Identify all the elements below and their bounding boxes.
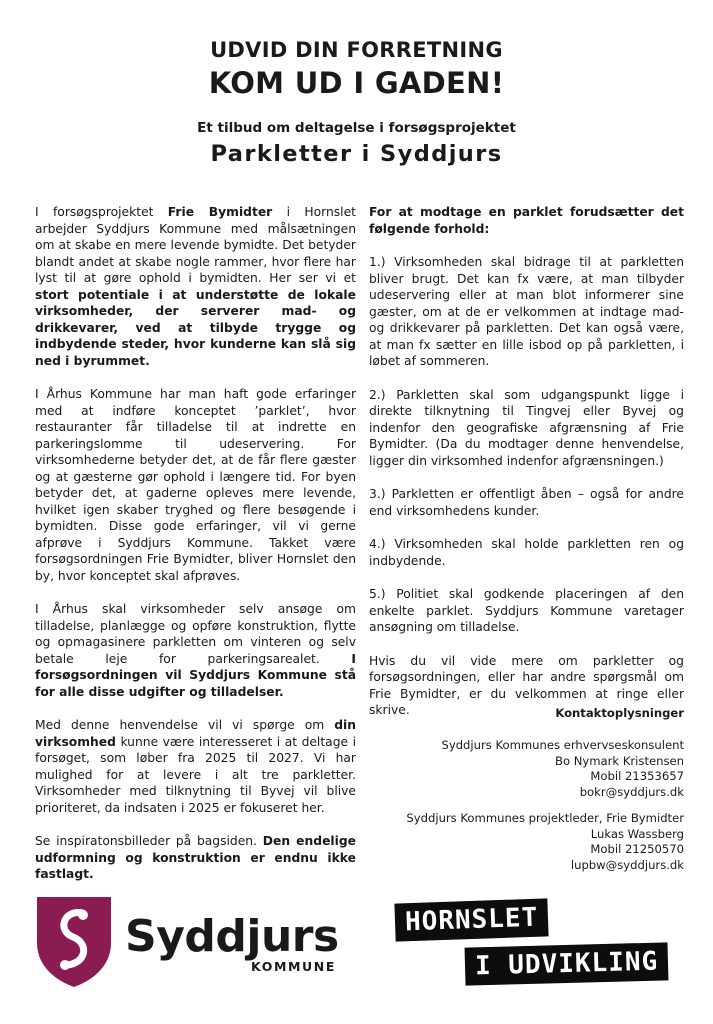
bold-text: I forsøgsordningen vil Syddjurs Kommune stå for alle disse udgifter og tilladelser. [35, 651, 356, 699]
contact-title: Kontaktoplysninger [555, 706, 684, 720]
brand-name: Syddjurs [125, 911, 339, 962]
left-paragraph-4 [35, 717, 356, 816]
bold-text: din virksomhed [35, 718, 356, 749]
conditions-intro: For at modtage en parklet forudsætter det følgende forhold: [369, 205, 684, 236]
logo-line-2: I UDVIKLING [465, 942, 669, 985]
condition-3: 3.) Parkletten er offentligt åben – også for andre end virksomhedens kunder. [369, 487, 684, 518]
hornslet-i-udvikling-logo [395, 895, 685, 995]
left-column [35, 204, 356, 900]
header-subtitle: Et tilbud om deltagelse i forsøgsprojektet [197, 120, 516, 136]
text-run: Se inspiratonsbilleder på bagsiden. [35, 834, 263, 848]
contact-role: Syddjurs Kommunes erhvervseskonsulent [441, 738, 684, 752]
contact-name: Lukas Wassberg [590, 826, 684, 841]
logo-line-1: HORNSLET [394, 898, 548, 941]
brand-subtitle: KOMMUNE [251, 959, 336, 974]
header-line-1: UDVID DIN FORRETNING [210, 38, 503, 62]
syddjurs-kommune-logo [35, 895, 339, 990]
left-paragraph-5 [35, 833, 356, 883]
text-run: Med denne henvendelse vil vi spørge om [35, 718, 335, 732]
condition-1: 1.) Virksomheden skal bidrage til at parkletten bliver brugt. Det kan fx være, at man tilbyder udeservering eller at man blot informerer sine gæster, om at de er velkommen at indtage mad- og drikkevarer på parkletten. Det kan også være, at man fx sætter en lille isbod op på parkletten, i løbet af sommeren. [369, 255, 684, 368]
contact-phone: Mobil 21250570 [590, 842, 684, 857]
contact-invitation: Hvis du vil vide mere om parkletter og forsøgsordningen, eller har andre spørgsmål om Frie Bymidter, er du velkommen at ringe eller skrive. [369, 653, 684, 717]
contact-phone: Mobil 21353657 [590, 769, 684, 784]
bold-text: stort potentiale i at understøtte de lokale virksomheder, der serverer mad- og drikkevarer, ved at tilbyde trygge og indbydende steder, hvor kunderne kan slå sig ned i byrummet. [35, 287, 356, 368]
contact-name: Bo Nymark Kristensen [554, 753, 684, 768]
shield-icon [35, 895, 113, 988]
text-run: I forsøgsprojektet [35, 205, 168, 219]
contact-email[interactable]: bokr@syddjurs.dk [579, 784, 684, 799]
left-paragraph-3 [35, 601, 356, 700]
condition-2: 2.) Parkletten skal som udgangspunkt ligge i direkte tilknytning til Tingvej eller Byvej og indenfor den geografiske afgrænsning af Frie Bymidter. (Da du modtager denne henvendelse, ligger din virksomhed indenfor afgrænsningen.) [369, 387, 684, 468]
bold-text: Den endelige udformning og konstruktion er endnu ikke fastlagt. [35, 834, 356, 881]
contact-person-2 [406, 811, 684, 873]
contact-person-1 [441, 738, 684, 800]
text-run: I Århus skal virksomheder selv ansøge om tilladelse, planlægge og opføre konstruktion, flytte og opmagasinere parkletten om vinteren og selv betale leje for parkeringsarealet. [35, 602, 356, 666]
left-paragraph-1 [35, 204, 356, 369]
text-run: kunne være interesseret i at deltage i forsøget, som løber fra 2025 til 2027. Vi har mulighed for at levere i alt tre parkletter. Virksomheder med tilknytning til Byvej vil blive prioriteret, da indsaten i 2025 er fokuseret her. [35, 734, 356, 815]
bold-text: Frie Bymidter [167, 205, 273, 219]
left-paragraph-2 [35, 386, 356, 584]
text-run: I Århus Kommune har man haft gode erfaringer med at indføre konceptet ’parklet’, hvor restauranter får tilladelse til at indrette en parkeringslomme til udeservering. For virksomhederne betyder det, at de får flere gæster og at gæsterne gør ophold i længere tid. For byen betyder det, at gaderne opleves mere levende, hvilket igen skaber tryghed og flere besøgende i bymidten. Disse gode erfaringer, vil vi gerne afprøve i Syddjurs Kommune. Takket være forsøgsordningen Frie Bymidter, bliver Hornslet den by, hvor konceptet skal afprøves. [35, 387, 356, 583]
condition-4: 4.) Virksomheden skal holde parkletten ren og indbydende. [369, 537, 684, 568]
header-project-title: Parkletter i Syddjurs [210, 141, 503, 167]
contact-email[interactable]: lupbw@syddjurs.dk [570, 857, 684, 872]
text-run: i Hornslet arbejder Syddjurs Kommune med målsætningen om at skabe en mere levende bymidte. Det betyder blandt andet at skabe nogle rammer, hvor flere har lyst til at gøre ophold i bymidten. Her ser vi et [35, 205, 356, 285]
condition-5: 5.) Politiet skal godkende placeringen af den enkelte parklet. Syddjurs Kommune varetager ansøgning om tilladelse. [369, 587, 684, 634]
contact-role: Syddjurs Kommunes projektleder, Frie Bymidter [406, 811, 684, 825]
right-column [369, 204, 684, 736]
header-headline: KOM UD I GADEN! [208, 66, 505, 100]
